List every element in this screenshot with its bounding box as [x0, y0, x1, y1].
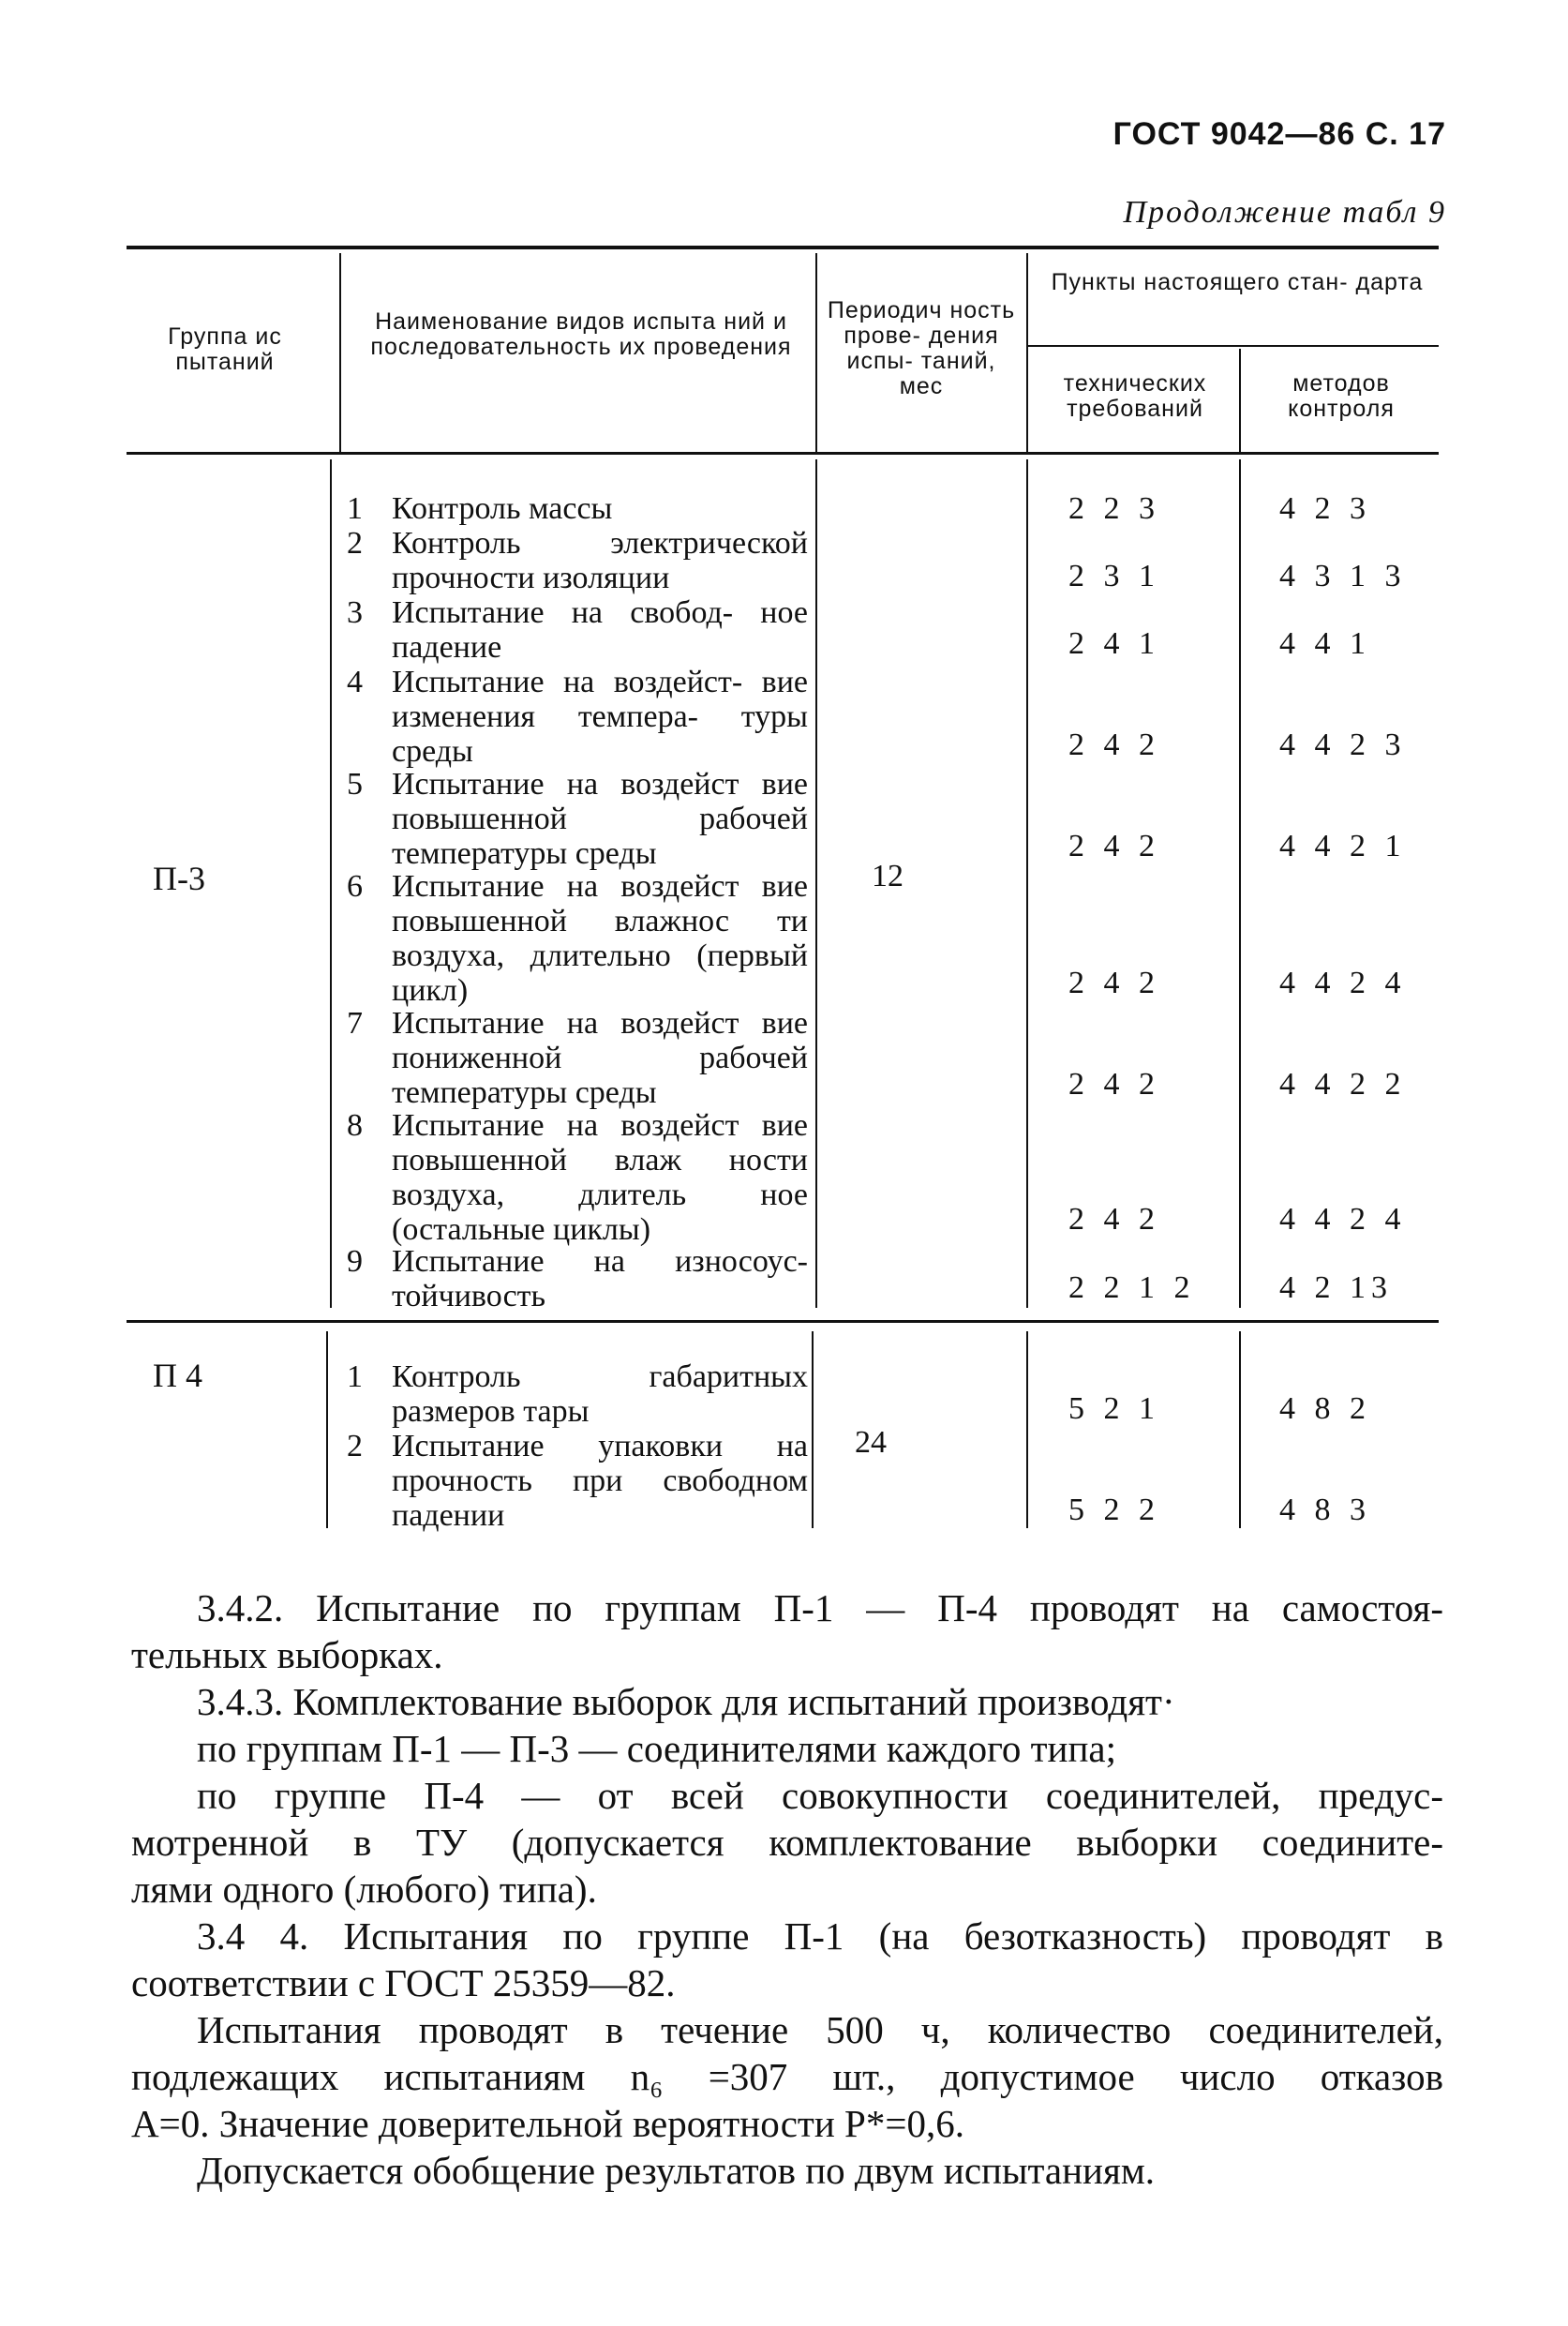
- item-text: Испытание на воздейст- вие изменения темпера- туры среды: [392, 665, 808, 769]
- header-divider: [815, 253, 817, 452]
- tech-ref: 2 4 2: [1068, 1067, 1160, 1102]
- body-divider: [330, 459, 332, 1308]
- method-ref: 4 8 2: [1279, 1391, 1371, 1426]
- tech-ref: 5 2 2: [1068, 1493, 1160, 1527]
- method-ref: 4 3 1 3: [1279, 559, 1407, 593]
- test-item: [347, 1429, 808, 1533]
- item-number: 4: [347, 665, 363, 699]
- body-divider: [815, 459, 817, 1308]
- item-number: 1: [347, 1359, 363, 1394]
- item-number: 2: [347, 526, 363, 561]
- test-item: [347, 491, 808, 526]
- group-period: 24: [855, 1425, 887, 1460]
- item-text: Контроль массы: [392, 491, 613, 526]
- test-item: [347, 665, 808, 769]
- item-text: Испытание на воздейст вие повышенной влаж ности воздуха, длитель ное (остальные циклы): [392, 1108, 808, 1247]
- tech-ref: 2 2 3: [1068, 491, 1160, 526]
- item-text: Контроль электрической прочности изоляции: [392, 526, 808, 595]
- item-number: 1: [347, 491, 363, 526]
- paragraph-line: Испытания проводят в течение 500 ч, количество соединителей,: [197, 2008, 1443, 2051]
- item-number: 8: [347, 1108, 363, 1143]
- tech-ref: 2 3 1: [1068, 559, 1160, 593]
- paragraph-line: по группе П-4 — от всей совокупности соединителей, предус-: [197, 1774, 1443, 1817]
- tech-ref: 2 4 1: [1068, 626, 1160, 661]
- tech-ref: 2 4 2: [1068, 728, 1160, 762]
- item-text: Испытание на воздейст вие повышенной влажнос ти воздуха, длительно (первый цикл): [392, 869, 808, 1008]
- method-ref: 4 4 2 3: [1279, 728, 1407, 762]
- body-divider: [1239, 1331, 1241, 1528]
- item-number: 9: [347, 1244, 363, 1279]
- body-divider: [1026, 1331, 1028, 1528]
- column-header-tech: технических требований: [1063, 370, 1207, 422]
- body-divider: [812, 1331, 814, 1528]
- body-divider: [1026, 459, 1028, 1308]
- method-ref: 4 8 3: [1279, 1493, 1371, 1527]
- test-item: [347, 869, 808, 1008]
- table-top-rule: [127, 246, 1439, 249]
- paragraph-line: мотренной в ТУ (допускается комплектование выборки соедините-: [131, 1821, 1443, 1864]
- tech-ref: 5 2 1: [1068, 1391, 1160, 1426]
- paragraph-line: 3.4.3. Комплектование выборок для испытаний производят·: [197, 1680, 1175, 1723]
- method-ref: 4 4 2 1: [1279, 829, 1407, 863]
- item-number: 7: [347, 1006, 363, 1041]
- item-text: Испытание на воздейст вие повышенной рабочей температуры среды: [392, 767, 808, 871]
- test-item: [347, 767, 808, 871]
- column-header-name: Наименование видов испыта ний и последовательность их проведения: [370, 308, 792, 360]
- paragraph-line: подлежащих испытаниям n₆ =307 шт., допустимое число отказов: [131, 2055, 1443, 2098]
- body-divider: [1239, 459, 1241, 1308]
- body-divider: [326, 1331, 328, 1528]
- test-item: [347, 1108, 808, 1247]
- method-ref: 4 4 1: [1279, 626, 1371, 661]
- group-period: 12: [872, 859, 903, 893]
- method-ref: 4 4 2 2: [1279, 1067, 1407, 1102]
- method-ref: 4 2 13: [1279, 1270, 1393, 1305]
- page-header: ГОСТ 9042—86 С. 17: [1113, 116, 1446, 152]
- item-number: 6: [347, 869, 363, 904]
- group-separator-rule: [127, 1320, 1439, 1323]
- group-label: П-3: [153, 860, 205, 897]
- table-header-bottom-rule: [127, 452, 1439, 455]
- item-number: 2: [347, 1429, 363, 1463]
- column-header-group: Группа ис пытаний: [168, 323, 282, 375]
- paragraph-line: 3.4.2. Испытание по группам П-1 — П-4 проводят на самостоя-: [197, 1586, 1443, 1629]
- points-subheader-rule: [1026, 345, 1439, 347]
- paragraph-line: 3.4 4. Испытания по группе П-1 (на безотказность) проводят в: [197, 1914, 1443, 1958]
- paragraph-line: Допускается обобщение результатов по двум испытаниям.: [197, 2149, 1156, 2192]
- item-number: 3: [347, 595, 363, 630]
- test-item: [347, 526, 808, 595]
- item-text: Испытание на износоус- тойчивость: [392, 1244, 808, 1313]
- column-header-points: Пункты настоящего стан- дарта: [1051, 269, 1424, 295]
- item-text: Испытание на воздейст вие пониженной рабочей температуры среды: [392, 1006, 808, 1110]
- item-text: Испытание упаковки на прочность при свободном падении: [392, 1429, 808, 1533]
- paragraph-line: соответствии с ГОСТ 25359—82.: [131, 1961, 676, 2004]
- item-text: Испытание на свобод- ное падение: [392, 595, 808, 665]
- header-divider: [339, 253, 341, 452]
- header-divider: [1026, 253, 1028, 452]
- test-item: [347, 595, 808, 665]
- method-ref: 4 4 2 4: [1279, 1202, 1407, 1237]
- method-ref: 4 2 3: [1279, 491, 1371, 526]
- item-number: 5: [347, 767, 363, 802]
- body-text: [131, 1584, 1443, 2194]
- paragraph-line: по группам П-1 — П-3 — соединителями каждого типа;: [197, 1727, 1116, 1770]
- item-text: Контроль габаритных размеров тары: [392, 1359, 808, 1429]
- tech-ref: 2 4 2: [1068, 829, 1160, 863]
- paragraph-line: тельных выборках.: [131, 1633, 443, 1676]
- header-divider: [1239, 349, 1241, 452]
- method-ref: 4 4 2 4: [1279, 966, 1407, 1000]
- tech-ref: 2 2 1 2: [1068, 1270, 1196, 1305]
- test-item: [347, 1006, 808, 1110]
- test-item: [347, 1359, 808, 1429]
- column-header-methods: методов контроля: [1288, 370, 1395, 422]
- table-continuation-label: Продолжение табл 9: [1123, 195, 1446, 230]
- paragraph-line: лями одного (любого) типа).: [131, 1868, 597, 1911]
- group-label: П 4: [153, 1357, 202, 1394]
- column-header-period: Периодич ность прове- дения испы- таний, мес: [827, 297, 1016, 399]
- tech-ref: 2 4 2: [1068, 1202, 1160, 1237]
- tech-ref: 2 4 2: [1068, 966, 1160, 1000]
- paragraph-line: A=0. Значение доверительной вероятности P*=0,6.: [131, 2102, 964, 2145]
- test-item: [347, 1244, 808, 1313]
